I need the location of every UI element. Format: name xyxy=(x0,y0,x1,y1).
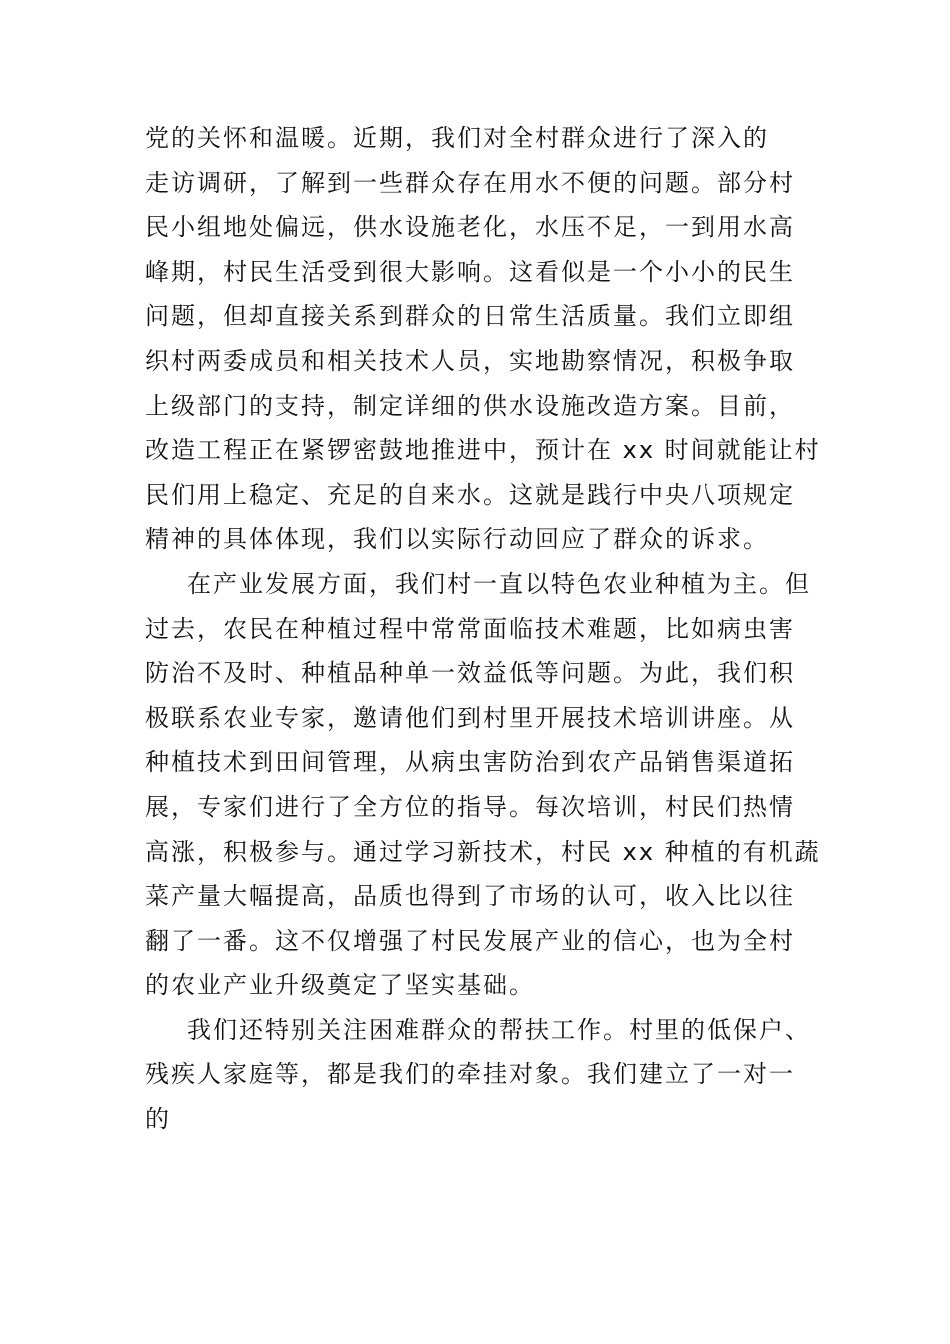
text-line: 民小组地处偏远，供水设施老化，水压不足，一到用水高 xyxy=(145,213,795,242)
text-line: 极联系农业专家，邀请他们到村里开展技术培训讲座。从 xyxy=(145,703,795,732)
text-line: 的农业产业升级奠定了坚实基础。 xyxy=(145,971,535,1000)
text-line: 问题，但却直接关系到群众的日常生活质量。我们立即组 xyxy=(145,302,795,331)
text-line: 种植技术到田间管理，从病虫害防治到农产品销售渠道拓 xyxy=(145,748,795,777)
text-line: 精神的具体体现，我们以实际行动回应了群众的诉求。 xyxy=(145,525,769,554)
text-line: 我们还特别关注困难群众的帮扶工作。村里的低保户、 xyxy=(187,1015,811,1044)
text-line: 在产业发展方面，我们村一直以特色农业种植为主。但 xyxy=(187,569,811,598)
text-line: 上级部门的支持，制定详细的供水设施改造方案。目前， xyxy=(145,391,795,420)
text-line: 走访调研，了解到一些群众存在用水不便的问题。部分村 xyxy=(145,168,795,197)
text-line: 党的关怀和温暖。近期，我们对全村群众进行了深入的 xyxy=(145,124,769,152)
text-line: 展，专家们进行了全方位的指导。每次培训，村民们热情 xyxy=(145,792,795,821)
text-line: 峰期，村民生活受到很大影响。这看似是一个小小的民生 xyxy=(145,257,795,286)
text-line: 残疾人家庭等，都是我们的牵挂对象。我们建立了一对一 xyxy=(145,1060,795,1089)
text-line: 防治不及时、种植品种单一效益低等问题。为此，我们积 xyxy=(145,659,795,688)
text-line: 民们用上稳定、充足的自来水。这就是践行中央八项规定 xyxy=(145,480,795,509)
document-body xyxy=(145,122,825,1148)
paragraph xyxy=(145,1014,825,1148)
paragraph xyxy=(145,568,825,1014)
text-line: 高涨，积极参与。通过学习新技术，村民 xx 种植的有机蔬 xyxy=(145,837,821,866)
text-line: 织村两委成员和相关技术人员，实地勘察情况，积极争取 xyxy=(145,346,795,375)
text-line: 过去，农民在种植过程中常常面临技术难题，比如病虫害 xyxy=(145,614,795,643)
text-line: 菜产量大幅提高，品质也得到了市场的认可，收入比以往 xyxy=(145,882,795,911)
text-line: 的 xyxy=(145,1105,171,1134)
text-line: 改造工程正在紧锣密鼓地推进中，预计在 xx 时间就能让村 xyxy=(145,436,821,465)
text-line: 翻了一番。这不仅增强了村民发展产业的信心，也为全村 xyxy=(145,926,795,955)
paragraph xyxy=(145,122,825,568)
